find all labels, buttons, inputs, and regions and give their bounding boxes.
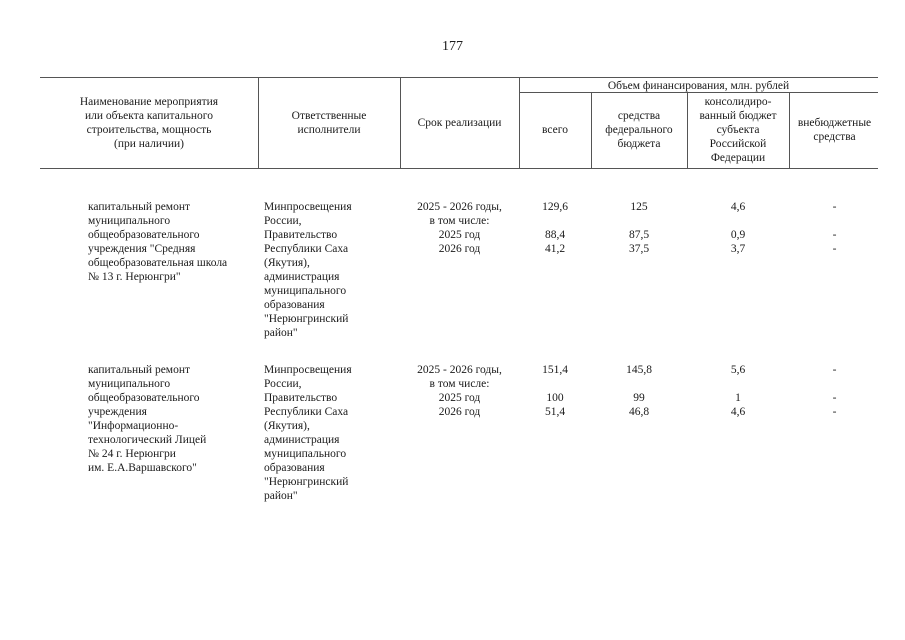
page-number: 177 [442, 39, 463, 54]
header-consolidated: консолидиро- ванный бюджет субъекта Российской Федерации [699, 96, 777, 164]
row-term: 2025 - 2026 годы, в том числе: 2025 год 2026 год [417, 364, 502, 418]
header-extrabudget: внебюджетные средства [797, 117, 872, 143]
col-divider-4 [591, 92, 592, 168]
row-consolidated: 4,6 0,9 3,7 [730, 201, 746, 255]
row-total: 151,4 100 51,4 [542, 364, 568, 418]
header-federal: средства федерального бюджета [605, 110, 673, 150]
header-name: Наименование мероприятия или объекта капитального строительства, мощность (при наличии) [79, 96, 219, 150]
header-executors: Ответственные исполнители [291, 110, 367, 136]
row-name: капитальный ремонт муниципального общеобразовательного учреждения "Информационно- технологический Лицей № 24 г. Нерюнгри им. Е.А.Варшавского" [88, 364, 207, 474]
row-executors: Минпросвещения России, Правительство Республики Саха (Якутия), администрация муниципального образования "Нерюнгринский район" [264, 364, 352, 502]
header-total: всего [542, 124, 568, 136]
row-total: 129,6 88,4 41,2 [542, 201, 568, 255]
row-extrabudget: - - - [832, 201, 837, 255]
header-funding-group: Объем финансирования, млн. рублей [607, 80, 790, 92]
row-consolidated: 5,6 1 4,6 [730, 364, 746, 418]
col-divider-3 [519, 77, 520, 168]
header-term: Срок реализации [417, 117, 502, 129]
row-term: 2025 - 2026 годы, в том числе: 2025 год 2026 год [417, 201, 502, 255]
row-federal: 145,8 99 46,8 [626, 364, 652, 418]
row-name: капитальный ремонт муниципального общеобразовательного учреждения "Средняя общеобразовательная школа № 13 г. Нерюнгри" [88, 201, 228, 283]
col-divider-2 [400, 77, 401, 168]
header-top-border [40, 77, 878, 78]
col-divider-6 [789, 92, 790, 168]
row-federal: 125 87,5 37,5 [628, 201, 650, 255]
header-bottom-border [40, 168, 878, 169]
col-divider-1 [258, 77, 259, 168]
row-extrabudget: - - - [832, 364, 837, 418]
row-executors: Минпросвещения России, Правительство Республики Саха (Якутия), администрация муниципального образования "Нерюнгринский район" [264, 201, 352, 339]
col-divider-5 [687, 92, 688, 168]
